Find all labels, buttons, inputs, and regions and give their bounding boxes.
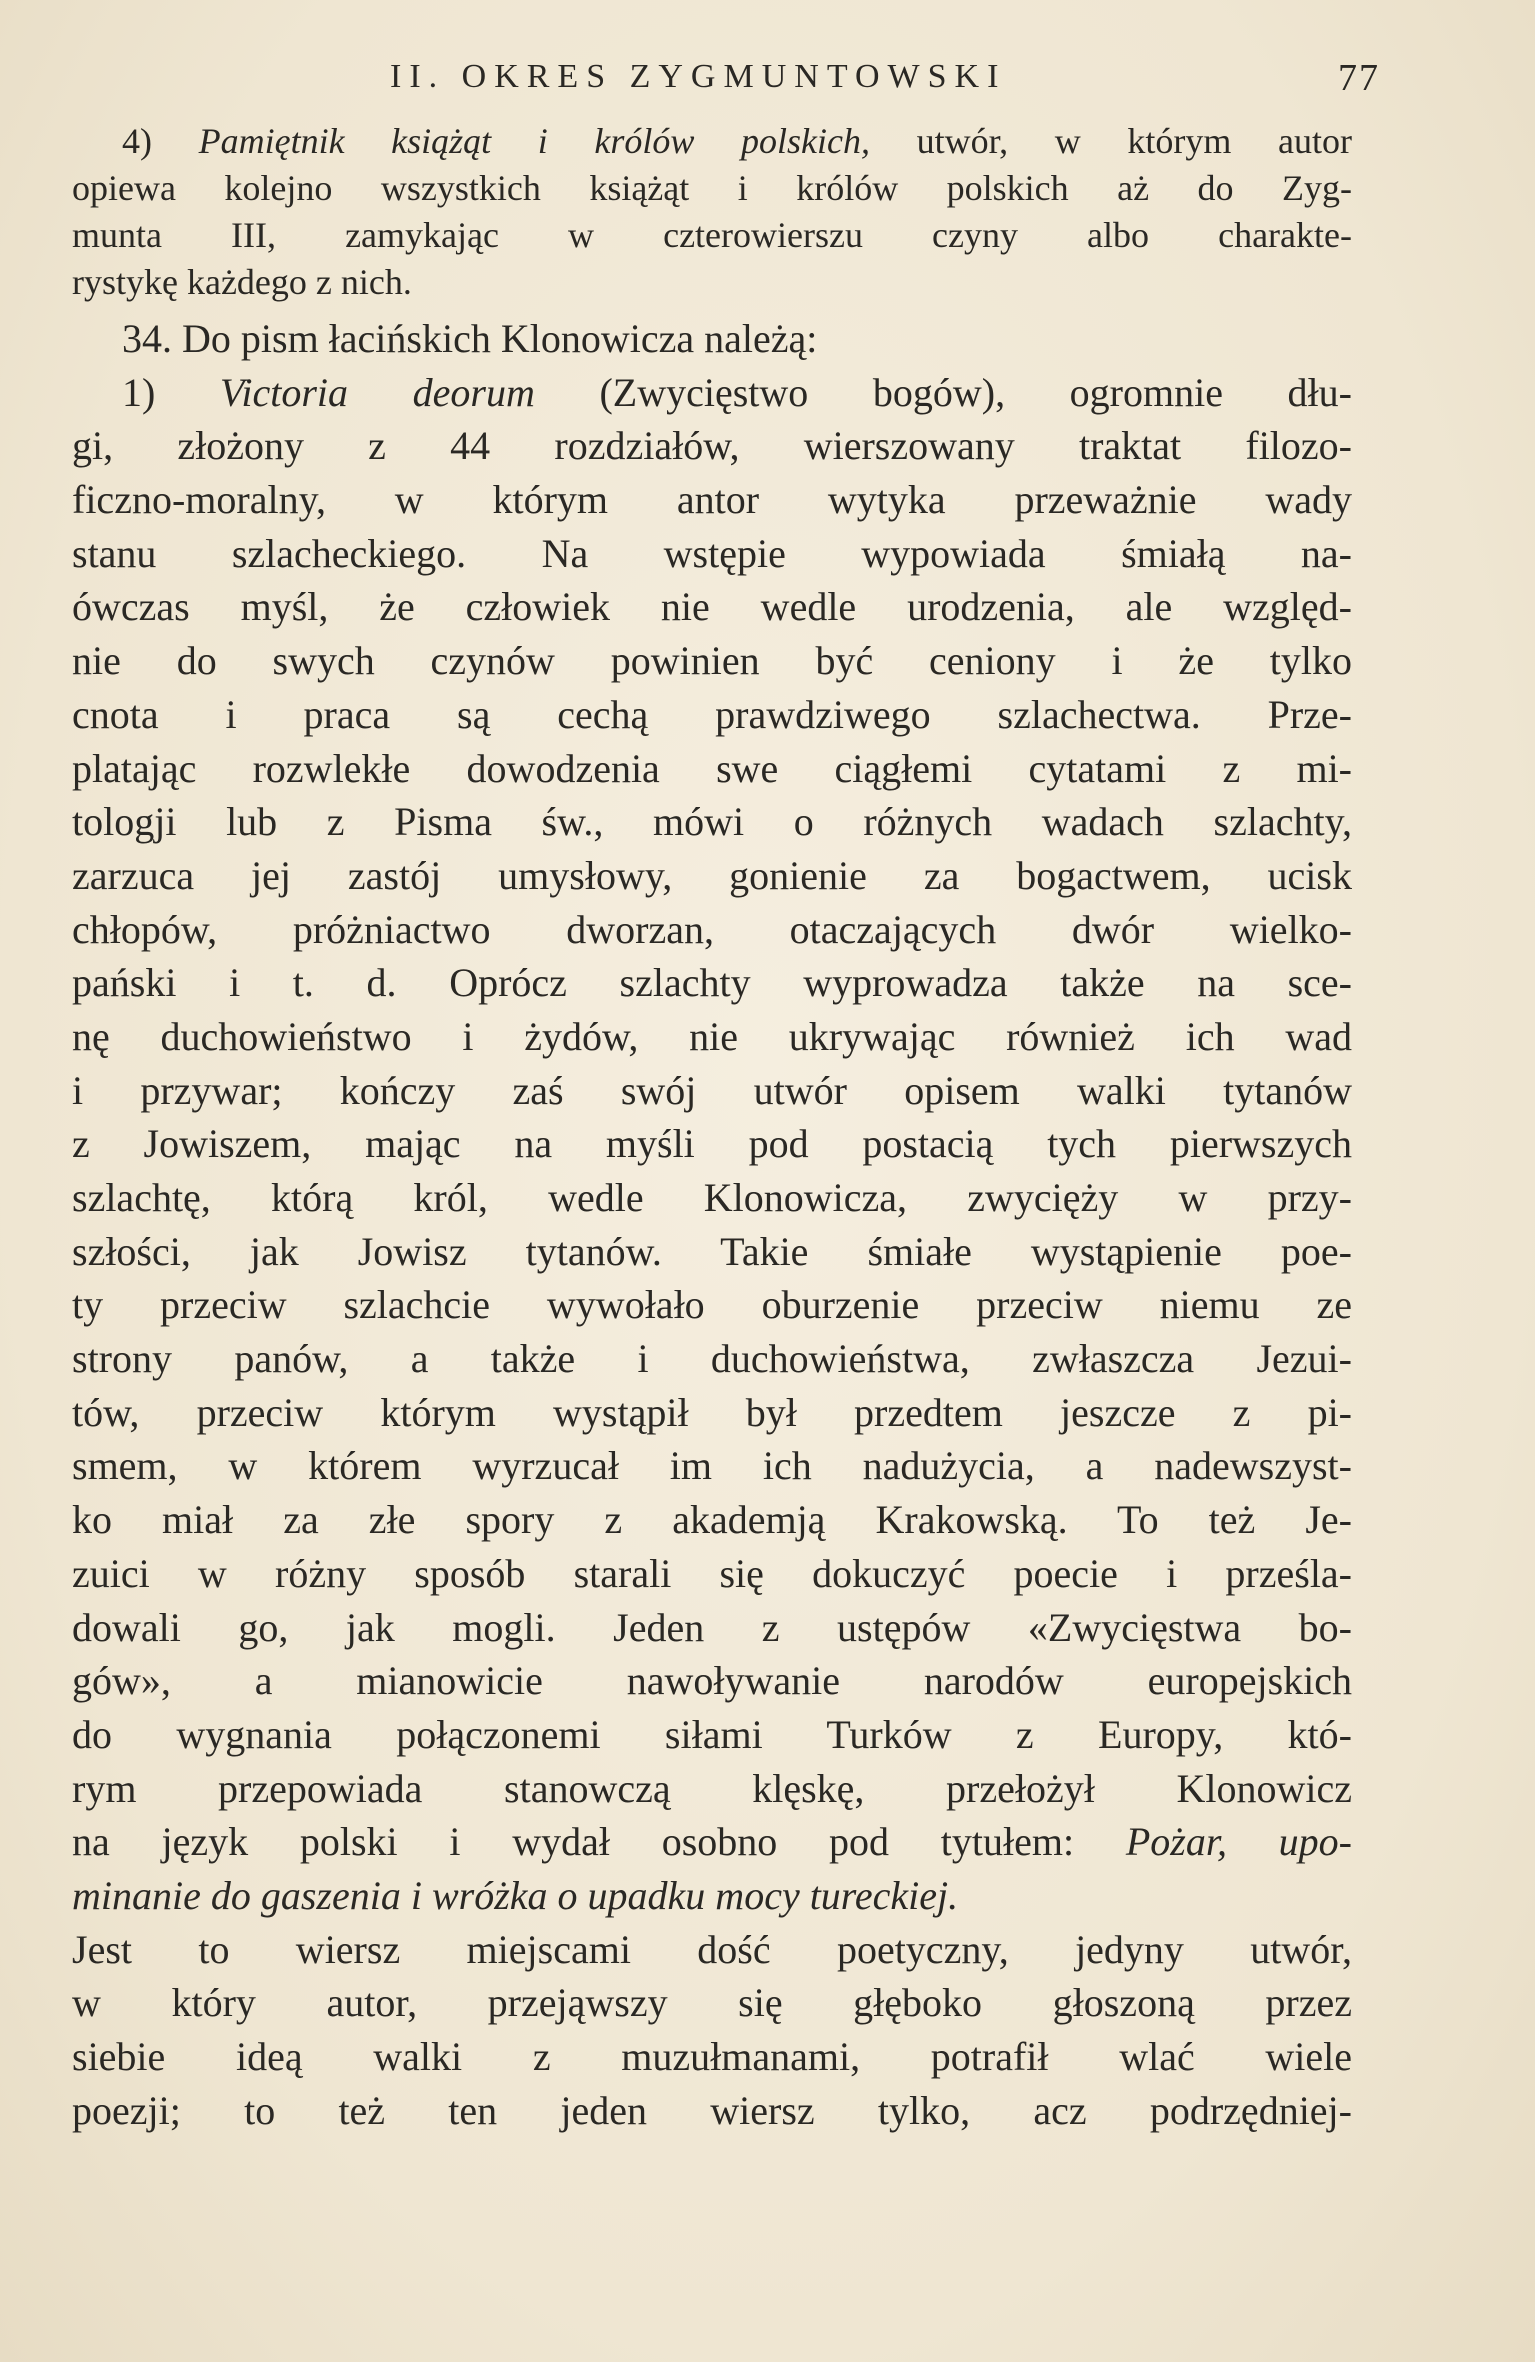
text-run: szłości, jak Jowisz tytanów. Takie śmiałe wystąpienie poe- bbox=[72, 1228, 1352, 1274]
text-line bbox=[72, 795, 1352, 849]
text-line bbox=[72, 1815, 1352, 1869]
text-line bbox=[72, 1547, 1352, 1601]
text-run: ko miał za złe spory z akademją Krakowską. To też Je- bbox=[72, 1497, 1352, 1543]
text-line bbox=[72, 742, 1352, 796]
text-line bbox=[72, 956, 1352, 1010]
text-line bbox=[72, 1976, 1352, 2030]
text-run: tów, przeciw którym wystąpił był przedtem jeszcze z pi- bbox=[72, 1389, 1352, 1435]
text-line bbox=[72, 688, 1352, 742]
text-run: do wygnania połączonemi siłami Turków z Europy, któ- bbox=[72, 1711, 1352, 1757]
text-run: utwór, w którym autor bbox=[870, 121, 1352, 161]
italic-title: minanie do gaszenia i wróżka o upadku mocy tureckiej. bbox=[72, 1872, 959, 1918]
text-line bbox=[72, 473, 1352, 527]
text-line bbox=[72, 1923, 1352, 1977]
text-run: strony panów, a także i duchowieństwa, zwłaszcza Jezui- bbox=[72, 1336, 1352, 1382]
text-run: ówczas myśl, że człowiek nie wedle urodzenia, ale względ- bbox=[72, 584, 1352, 630]
text-line bbox=[72, 1332, 1352, 1386]
running-head bbox=[390, 50, 1380, 110]
text-line bbox=[72, 2030, 1352, 2084]
text-line bbox=[72, 165, 1352, 212]
text-line bbox=[72, 634, 1352, 688]
text-run: (Zwycięstwo bogów), ogromnie dłu- bbox=[534, 369, 1352, 415]
text-line bbox=[72, 1493, 1352, 1547]
text-line bbox=[72, 1762, 1352, 1816]
running-title: II. OKRES ZYGMUNTOWSKI bbox=[390, 58, 1007, 95]
text-run: munta III, zamykając w czterowierszu czyny albo charakte- bbox=[72, 215, 1352, 255]
text-run: i przywar; kończy zaś swój utwór opisem walki tytanów bbox=[72, 1067, 1352, 1113]
text-run: nę duchowieństwo i żydów, nie ukrywając również ich wad bbox=[72, 1013, 1352, 1059]
text-run: w który autor, przejąwszy się głęboko głoszoną przez bbox=[72, 1980, 1352, 2026]
text-run: opiewa kolejno wszystkich książąt i królów polskich aż do Zyg- bbox=[72, 168, 1352, 208]
text-run: siebie ideą walki z muzułmanami, potrafił wlać wiele bbox=[72, 2034, 1352, 2079]
text-line bbox=[72, 1278, 1352, 1332]
text-run: Jest to wiersz miejscami dość poetyczny, jedyny utwór, bbox=[72, 1926, 1352, 1972]
text-line bbox=[72, 1010, 1352, 1064]
text-run: zarzuca jej zastój umysłowy, gonienie za bogactwem, ucisk bbox=[72, 852, 1352, 898]
text-line bbox=[72, 580, 1352, 634]
text-run: 1) bbox=[122, 369, 220, 415]
text-run: rystykę każdego z nich. bbox=[72, 262, 412, 302]
text-line bbox=[72, 1064, 1352, 1118]
text-line bbox=[72, 527, 1352, 581]
text-run: poezji; to też ten jeden wiersz tylko, acz podrzędniej- bbox=[72, 2087, 1352, 2133]
text-line bbox=[72, 849, 1352, 903]
text-line bbox=[72, 118, 1352, 165]
text-line bbox=[72, 312, 1352, 366]
text-line bbox=[72, 212, 1352, 259]
text-run: ty przeciw szlachcie wywołało oburzenie przeciw niemu ze bbox=[72, 1282, 1352, 1328]
text-line bbox=[72, 1117, 1352, 1171]
text-run: stanu szlacheckiego. Na wstępie wypowiada śmiałą na- bbox=[72, 530, 1352, 576]
text-run: z Jowiszem, mając na myśli pod postacią tych pierwszych bbox=[72, 1121, 1352, 1167]
page-number: 77 bbox=[1338, 57, 1380, 99]
text-run: pański i t. d. Oprócz szlachty wyprowadza także na sce- bbox=[72, 960, 1352, 1006]
text-line bbox=[72, 1171, 1352, 1225]
text-line bbox=[72, 259, 1352, 306]
text-line bbox=[72, 1601, 1352, 1655]
text-line bbox=[72, 1225, 1352, 1279]
body-text bbox=[72, 118, 1352, 2137]
text-run: cnota i praca są cechą prawdziwego szlachectwa. Prze- bbox=[72, 691, 1352, 737]
text-line bbox=[72, 1654, 1352, 1708]
text-line bbox=[72, 419, 1352, 473]
text-run: ficzno-moralny, w którym antor wytyka przeważnie wady bbox=[72, 477, 1352, 523]
text-run: 4) bbox=[122, 121, 199, 161]
text-run: gi, złożony z 44 rozdziałów, wierszowany traktat filozo- bbox=[72, 423, 1352, 469]
text-line bbox=[72, 366, 1352, 420]
text-run: platając rozwlekłe dowodzenia swe ciągłemi cytatami z mi- bbox=[72, 745, 1352, 791]
text-line bbox=[72, 1439, 1352, 1493]
text-run: tologji lub z Pisma św., mówi o różnych wadach szlachty, bbox=[72, 799, 1352, 845]
text-run: szlachtę, którą król, wedle Klonowicza, zwycięży w przy- bbox=[72, 1175, 1352, 1220]
text-run: dowali go, jak mogli. Jeden z ustępów «Zwycięstwa bo- bbox=[72, 1604, 1352, 1650]
text-run: gów», a mianowicie nawoływanie narodów europejskich bbox=[72, 1658, 1352, 1704]
text-line bbox=[72, 1869, 1352, 1923]
italic-title: Victoria deorum bbox=[219, 369, 535, 415]
text-line bbox=[72, 1386, 1352, 1440]
text-run: smem, w którem wyrzucał im ich nadużycia, a nadewszyst- bbox=[72, 1443, 1352, 1489]
italic-title: Pożar, upo- bbox=[1125, 1819, 1353, 1865]
text-run: chłopów, próżniactwo dworzan, otaczających dwór wielko- bbox=[72, 906, 1352, 952]
text-run: nie do swych czynów powinien być ceniony i że tylko bbox=[72, 638, 1352, 684]
text-line bbox=[72, 903, 1352, 957]
text-run: 34. Do pism łacińskich Klonowicza należą: bbox=[122, 316, 818, 361]
text-line bbox=[72, 1708, 1352, 1762]
text-line bbox=[72, 2084, 1352, 2138]
italic-title: Pamiętnik książąt i królów polskich, bbox=[198, 121, 871, 161]
text-run: na język polski i wydał osobno pod tytułem: bbox=[72, 1819, 1126, 1865]
text-run: zuici w różny sposób starali się dokuczyć poecie i prześla- bbox=[72, 1550, 1352, 1596]
text-run: rym przepowiada stanowczą klęskę, przełożył Klonowicz bbox=[72, 1765, 1352, 1811]
